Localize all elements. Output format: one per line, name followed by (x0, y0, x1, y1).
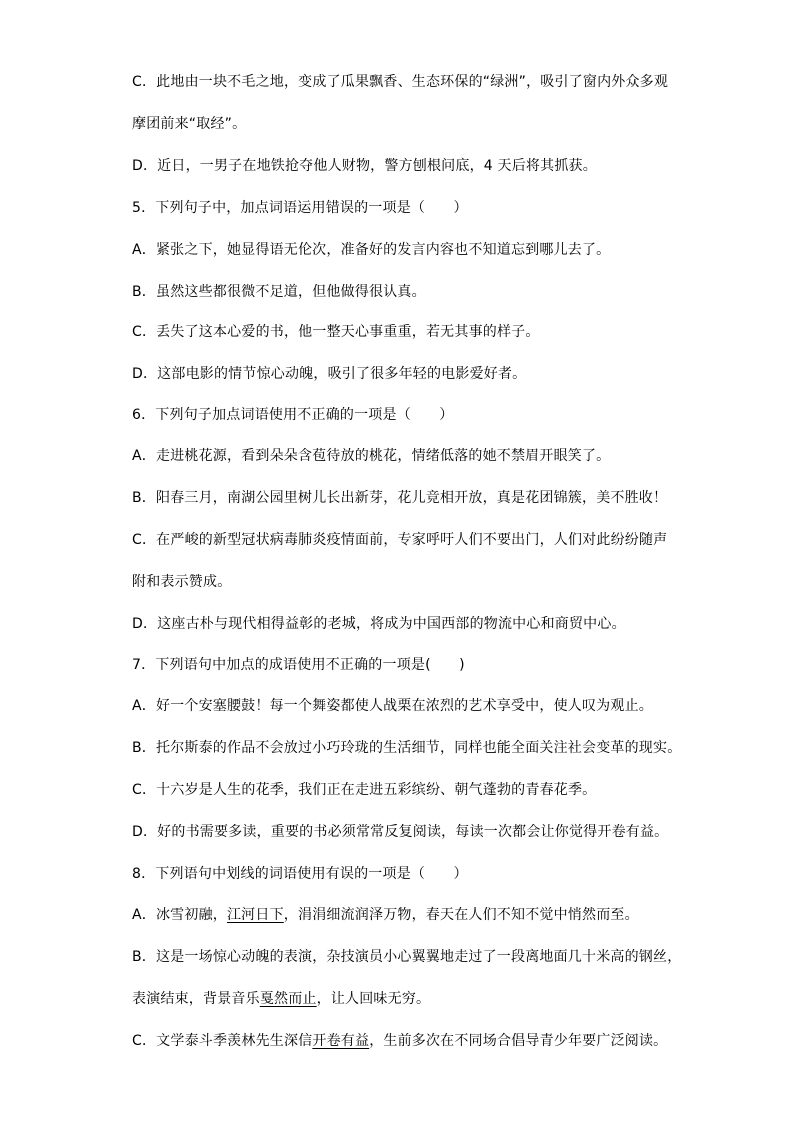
option-c-q6-line1: C．在严峻的新型冠状病毒肺炎疫情面前，专家呼吁人们不要出门，人们对此纷纷随声 (132, 532, 668, 548)
option-c-q4-line2: 摩团前来“取经”。 (132, 116, 247, 132)
option-b-q6: B．阳春三月，南湖公园里树儿长出新芽，花儿竞相开放，真是花团锦簇，美不胜收！ (132, 490, 668, 506)
option-c-q4-line1: C．此地由一块不毛之地，变成了瓜果飘香、生态环保的“绿洲”，吸引了窗内外众多观 (132, 74, 669, 90)
question-5: 5．下列句子中，加点词语运用错误的一项是（ ） (132, 200, 468, 216)
question-8: 8．下列语句中划线的词语使用有误的一项是（ ） (132, 866, 468, 882)
option-a-q5: A．紧张之下，她显得语无伦次，准备好的发言内容也不知道忘到哪儿去了。 (132, 242, 611, 258)
option-a-q8 (132, 905, 674, 925)
option-a-q7: A．好一个安塞腰鼓！每一个舞姿都使人战栗在浓烈的艺术享受中，使人叹为观止。 (132, 698, 653, 714)
option-b-q7: B．托尔斯泰的作品不会放过小巧玲珑的生活细节，同样也能全面关注社会变革的现实。 (132, 740, 682, 756)
option-d-q5: D．这部电影的情节惊心动魄，吸引了很多年轻的电影爱好者。 (132, 366, 527, 382)
question-7: 7．下列语句中加点的成语使用不正确的一项是( ) (132, 657, 465, 673)
option-a-q8-post: ，涓涓细流润泽万物，春天在人们不知不觉中悄然而至。 (283, 907, 639, 923)
option-b-q8-pre: 表演结束，背景音乐 (132, 991, 260, 1007)
option-c-q8 (132, 1031, 674, 1051)
question-6: 6．下列句子加点词语使用不正确的一项是（ ） (132, 407, 454, 423)
option-c-q8-pre: C．文学泰斗季羡林先生深信 (132, 1033, 313, 1049)
option-b-q8-post: ，让人回味无穷。 (316, 991, 431, 1007)
option-a-q8-pre: A．冰雪初融， (132, 907, 227, 923)
underlined-term-b: 戛然而止 (259, 991, 317, 1007)
underlined-term-c: 开卷有益 (312, 1033, 370, 1049)
option-d-q6: D．这座古朴与现代相得益彰的老城，将成为中国西部的物流中心和商贸中心。 (132, 616, 626, 632)
option-c-q7: C．十六岁是人生的花季，我们正在走进五彩缤纷、朝气蓬勃的青春花季。 (132, 782, 597, 798)
option-c-q6-line2: 附和表示赞成。 (132, 574, 232, 590)
option-b-q8-line1: B．这是一场惊心动魄的表演，杂技演员小心翼翼地走过了一段离地面几十米高的钢丝， (132, 949, 682, 965)
option-b-q8-line2 (132, 989, 674, 1009)
option-c-q5: C．丢失了这本心爱的书，他一整天心事重重，若无其事的样子。 (132, 324, 540, 340)
option-b-q5: B．虽然这些都很微不足道，但他做得很认真。 (132, 284, 426, 300)
underlined-term-a: 江河日下 (226, 907, 284, 923)
option-a-q6: A．走进桃花源，看到朵朵含苞待放的桃花，情绪低落的她不禁眉开眼笑了。 (132, 448, 611, 464)
option-c-q8-post: ，生前多次在不同场合倡导青少年要广泛阅读。 (369, 1033, 668, 1049)
option-d-q4: D．近日，一男子在地铁抢夺他人财物，警方刨根问底，4 天后将其抓获。 (132, 158, 597, 174)
option-d-q7: D．好的书需要多读，重要的书必须常常反复阅读，每读一次都会让你觉得开卷有益。 (132, 824, 669, 840)
